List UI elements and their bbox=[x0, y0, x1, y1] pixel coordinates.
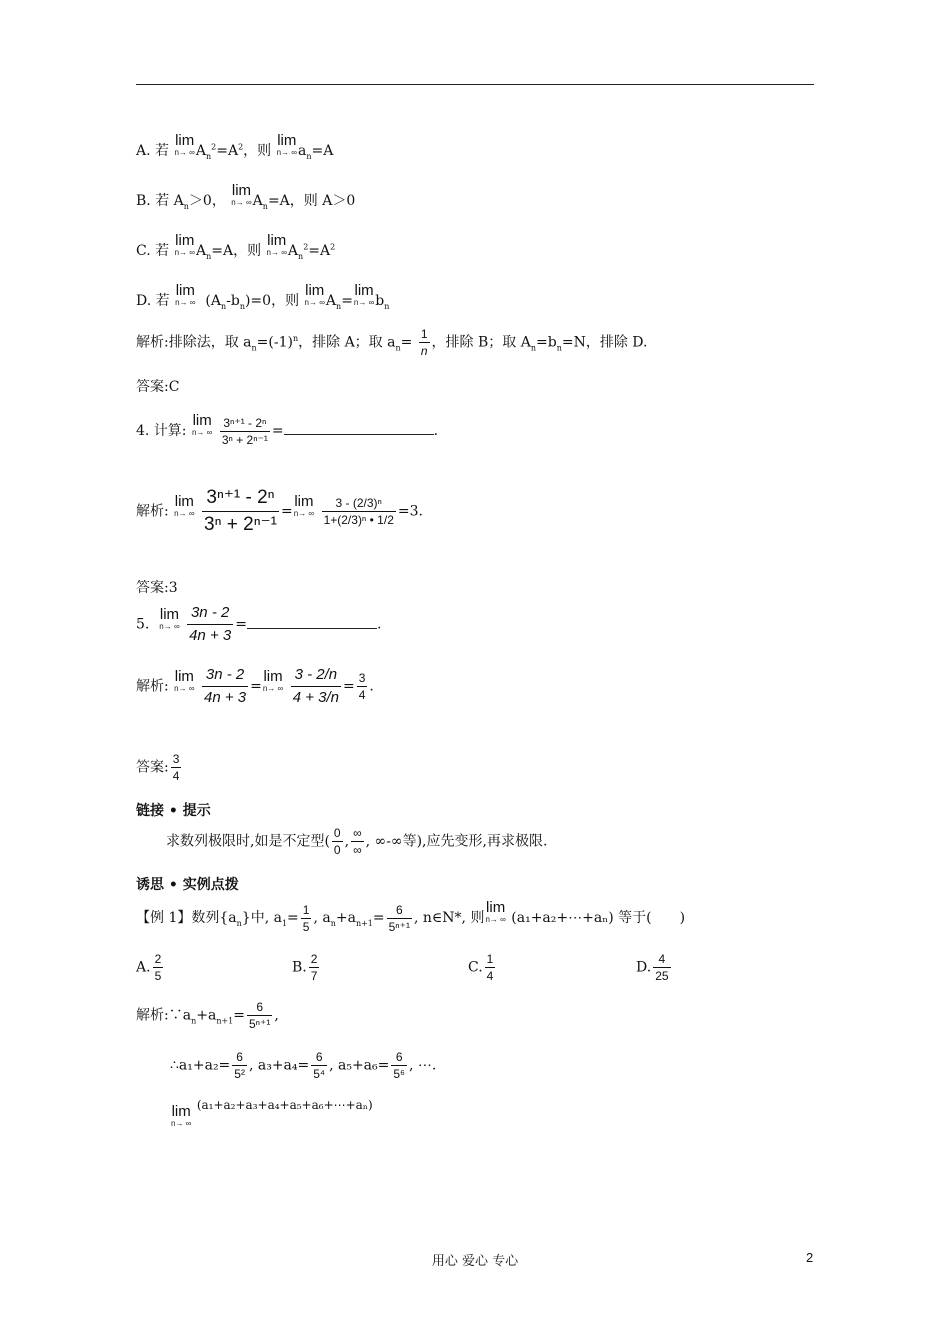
q3-option-b: B. 若 $A_n>0$， lim n→ ∞ $A_n=A$，则 A＞0 bbox=[136, 182, 356, 211]
q3-option-c: C. 若 lim n→ ∞ $A_n=A$，则 lim n→ ∞ $A_n^2=A^2$ bbox=[136, 232, 336, 261]
example-1-option-d: D. $\frac{4}{25}$ bbox=[636, 952, 669, 983]
fraction: $\frac{\text{3ⁿ⁺¹ - 2ⁿ}}{\text{3ⁿ + 2ⁿ⁻¹}}$ bbox=[204, 487, 278, 535]
lim-operator: lim n→ ∞ bbox=[191, 412, 213, 437]
fraction: $\frac{6}{\text{5⁶}}$ bbox=[393, 1050, 405, 1081]
q5-question: 5. lim n→ ∞ $\frac{3n - 2}{4n + 3}$ = . bbox=[136, 604, 382, 644]
link-text: 求数列极限时,如是不定型( $\frac{0}{0}$ , $\frac{\infty}{\infty}$ , ∞-∞等),应先变形,再求极限. bbox=[166, 826, 548, 857]
example-1-option-a: A. $\frac{2}{5}$ bbox=[136, 952, 162, 983]
q3-analysis: 解析:排除法，取 $a_n=(-1)^n$，排除 A；取 $a_n=$ $\frac{1}{n}$ ，排除 B；取 $A_n=b_n=N$，排除 D. bbox=[136, 327, 648, 358]
lim-operator: lim n→ ∞ bbox=[304, 282, 325, 307]
lim-operator: lim n→ ∞ bbox=[174, 132, 195, 157]
fraction: $\frac{3n - 2}{4n + 3}$ bbox=[204, 666, 247, 706]
fraction: $\frac{2}{5}$ bbox=[154, 952, 162, 983]
lim-operator: lim n→ ∞ bbox=[485, 899, 506, 924]
answer-blank[interactable] bbox=[284, 422, 434, 435]
link-heading: 链接 • 提示 bbox=[136, 803, 211, 819]
fraction: $\frac{6}{\text{5⁴}}$ bbox=[313, 1050, 326, 1081]
lim-operator: lim n→ ∞ bbox=[293, 492, 315, 518]
page-number: 2 bbox=[806, 1250, 814, 1265]
fraction: $\frac{\text{3ⁿ⁺¹ - 2ⁿ}}{\text{3ⁿ + 2ⁿ⁻¹}}$ bbox=[221, 415, 268, 447]
fraction: $\frac{1}{4}$ bbox=[486, 952, 494, 983]
fraction: $\frac{\infty}{\infty}$ bbox=[353, 826, 362, 857]
example-heading: 诱思 • 实例点拨 bbox=[136, 877, 239, 893]
page-footer: 用心 爱心 专心 bbox=[431, 1254, 519, 1269]
fraction: $\frac{0}{0}$ bbox=[333, 826, 341, 857]
lim-operator: lim n→ ∞ bbox=[159, 605, 180, 631]
lim-operator: lim n→ ∞ bbox=[175, 282, 196, 307]
lim-operator: lim n→ ∞ bbox=[171, 1103, 192, 1128]
fraction: $\frac{1}{5}$ bbox=[302, 902, 310, 934]
lim-operator: lim n→ ∞ bbox=[174, 492, 195, 518]
q3-option-a: A. 若 lim n→ ∞ $A_n^2=A^2$，则 lim n→ ∞ $a_n=A$ bbox=[136, 132, 334, 161]
lim-operator: lim n→ ∞ bbox=[353, 282, 375, 307]
q5-analysis: 解析: lim n→ ∞ $\frac{3n - 2}{4n + 3}$ = lim n→ ∞ $\frac{3 - 2/n}{4 + 3/n}$ = $\frac{3}{4}$ . bbox=[136, 666, 374, 706]
lim-operator: lim n→ ∞ bbox=[276, 132, 297, 157]
fraction: $\frac{6}{\text{5²}}$ bbox=[234, 1050, 245, 1081]
fraction: $\frac{3n - 2}{4n + 3}$ bbox=[189, 604, 232, 644]
lim-operator: lim n→ ∞ bbox=[266, 232, 287, 257]
example-1-option-c: C. $\frac{1}{4}$ bbox=[468, 952, 494, 983]
q3-option-d: D. 若 lim n→ ∞ $(A_n-b_n)=0$，则 lim n→ ∞ $A_n=$ lim n→ ∞ $b_n$ bbox=[136, 282, 390, 311]
example-1-analysis-3: lim n→ ∞ (a₁+a₂+a₃+a₄+a₅+a₆+⋯+aₙ) bbox=[171, 1098, 373, 1128]
fraction: $\frac{2}{7}$ bbox=[310, 952, 318, 983]
q3-answer: 答案:C bbox=[136, 379, 180, 395]
lim-operator: lim n→ ∞ bbox=[262, 667, 284, 693]
answer-blank[interactable] bbox=[247, 616, 377, 629]
q4-analysis: 解析: lim n→ ∞ $\frac{\text{3ⁿ⁺¹ - 2ⁿ}}{\text{3ⁿ + 2ⁿ⁻¹}}$ = lim n→ ∞ $\frac{\text{3 - (2/3)ⁿ}}{\text{1+(2/3)ⁿ • 1/2}}$ =3. bbox=[136, 487, 423, 535]
fraction: $\frac{1}{n}$ bbox=[420, 327, 428, 358]
q5-answer: 答案: $\frac{3}{4}$ bbox=[136, 752, 180, 783]
header-rule bbox=[136, 84, 814, 85]
lim-operator: lim n→ ∞ bbox=[174, 232, 195, 257]
example-1-analysis-2: ∴a₁+a₂= $\frac{6}{\text{5²}}$ , a₃+a₄= $\frac{6}{\text{5⁴}}$ , a₅+a₆= $\frac{6}{\text{5⁶}}$ , ⋯. bbox=[170, 1050, 437, 1081]
fraction: $\frac{3}{4}$ bbox=[172, 752, 180, 783]
lim-operator: lim n→ ∞ bbox=[174, 667, 195, 693]
q4-question: 4. 计算: lim n→ ∞ $\frac{\text{3ⁿ⁺¹ - 2ⁿ}}{\text{3ⁿ + 2ⁿ⁻¹}}$ = . bbox=[136, 412, 439, 447]
fraction: $\frac{4}{25}$ bbox=[655, 952, 669, 983]
q4-answer: 答案:3 bbox=[136, 580, 178, 596]
example-1-question: 【例 1】数列$\{a_n\}$中, $a_1=$ $\frac{1}{5}$ , $a_n+a_{n+1}=$ $\frac{6}{\text{5ⁿ⁺¹}}$ , n∈N*, 则 lim n→ ∞ (a₁+a₂+⋯+aₙ) 等于( ) bbox=[136, 899, 686, 934]
fraction: $\frac{\text{3 - (2/3)ⁿ}}{\text{1+(2/3)ⁿ • 1/2}}$ bbox=[323, 496, 394, 527]
fraction: $\frac{6}{\text{5ⁿ⁺¹}}$ bbox=[388, 902, 411, 934]
fraction: $\frac{3 - 2/n}{4 + 3/n}$ bbox=[292, 666, 339, 706]
fraction: $\frac{3}{4}$ bbox=[358, 671, 366, 702]
example-1-option-b: B. $\frac{2}{7}$ bbox=[292, 952, 318, 983]
lim-operator: lim n→ ∞ bbox=[231, 182, 252, 207]
example-1-analysis-1: 解析$:\because a_n+a_{n+1}=$ $\frac{6}{\text{5ⁿ⁺¹}}$ , bbox=[136, 1000, 279, 1031]
fraction: $\frac{6}{\text{5ⁿ⁺¹}}$ bbox=[249, 1000, 271, 1031]
